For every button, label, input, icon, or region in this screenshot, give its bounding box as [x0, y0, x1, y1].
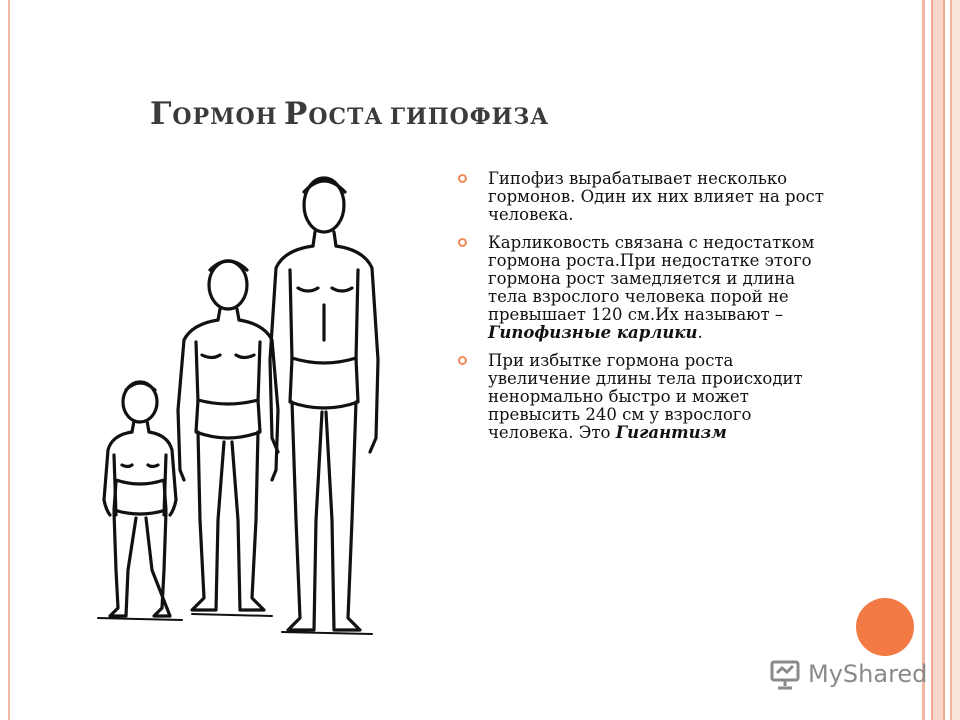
bullet-emphasis: Гипофизные карлики [488, 323, 698, 342]
title-cap-1: Г [150, 96, 173, 132]
presentation-board-icon [768, 657, 802, 691]
human-figures-illustration [92, 170, 392, 645]
bullet-circle-icon [458, 356, 467, 365]
bullet-item [458, 352, 838, 442]
bullet-text: При избытке гормона роста увеличение длины тела происходит ненормально быстро и может превысить 240 см у взрослого человека. Это [488, 351, 803, 442]
title-word-3: ГИПОФИЗА [389, 104, 550, 130]
logo-text: MyShared [808, 660, 928, 688]
site-logo[interactable] [768, 656, 927, 692]
bullet-item [458, 234, 838, 342]
bullet-circle-icon [458, 174, 467, 183]
frame-right-band [931, 0, 945, 720]
frame-right-line [922, 0, 925, 720]
bullet-list [458, 170, 838, 452]
decorative-orange-circle [856, 598, 914, 656]
slide-title [150, 96, 850, 132]
child-figure [104, 382, 176, 616]
bullet-tail: . [697, 323, 703, 342]
adult-figure [270, 178, 378, 630]
frame-right-edge [950, 0, 960, 720]
bullet-text: Карликовость связана с недостатком гормона роста.При недостатке этого гормона рост замедляется и длина тела взрослого человека порой не превышает 120 см.Их называют – [488, 233, 815, 324]
bullet-item [458, 170, 838, 224]
bullet-text: Гипофиз вырабатывает несколько гормонов. Один их них влияет на рост человека. [488, 169, 824, 224]
title-word-2: ОСТА [308, 104, 384, 130]
teen-figure [178, 261, 278, 610]
frame-left-line [8, 0, 10, 720]
title-word-1: ОРМОН [172, 104, 278, 130]
bullet-emphasis: Гигантизм [615, 423, 727, 442]
title-cap-2: Р [284, 96, 309, 132]
bullet-circle-icon [458, 238, 467, 247]
